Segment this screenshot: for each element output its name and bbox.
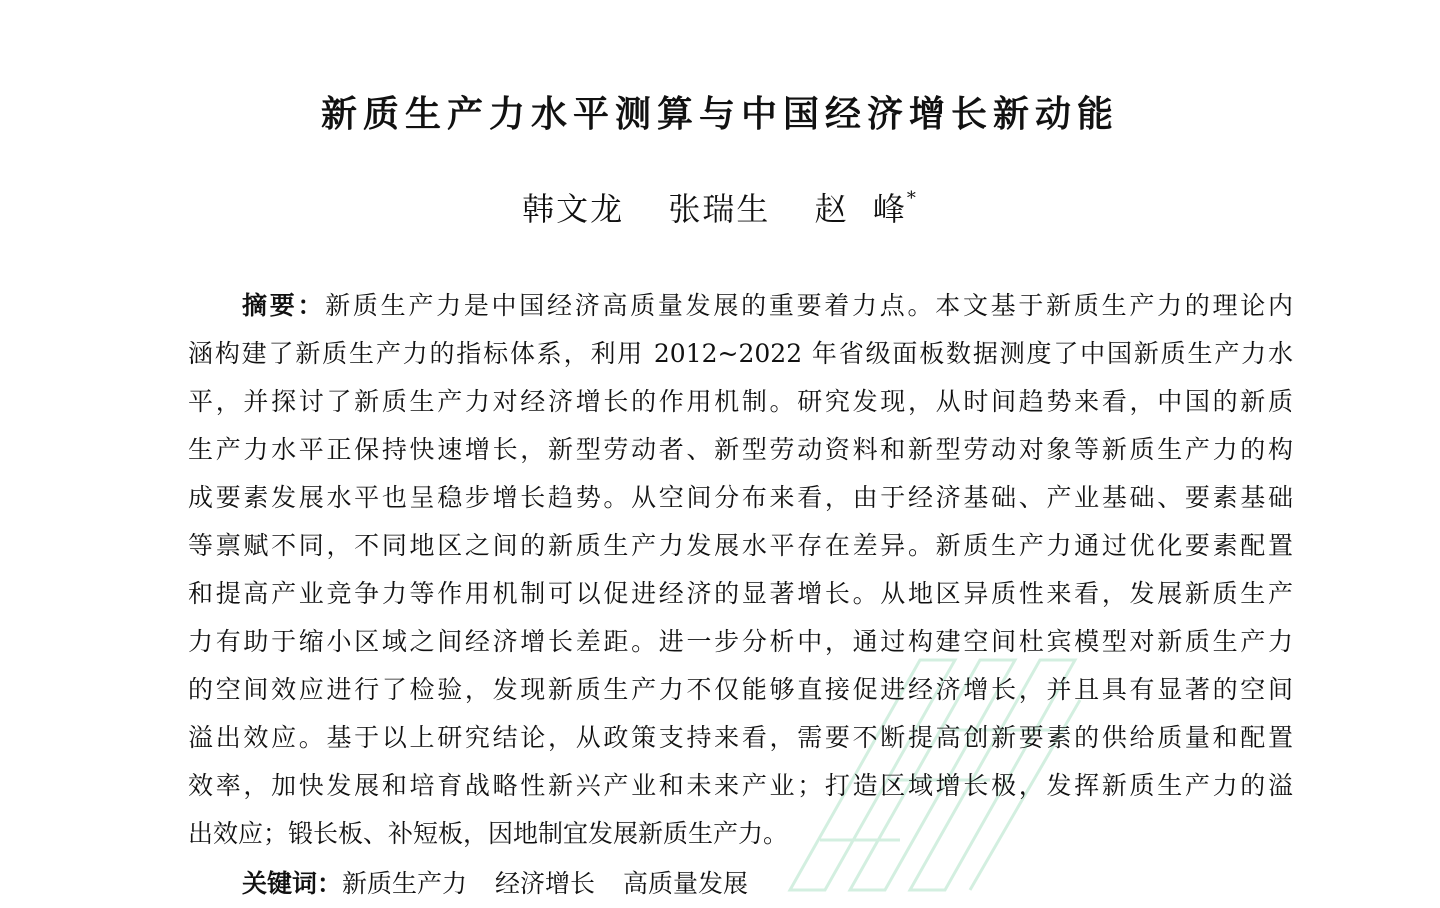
paper-title: 新质生产力水平测算与中国经济增长新动能 [320,93,1119,135]
keywords-label: 关键词： [242,869,343,898]
author-list [0,184,1440,230]
keyword: 高质量发展 [623,869,749,898]
abstract-line: 成要素发展水平也呈稳步增长趋势。从空间分布来看，由于经济基础、产业基础、要素基础 [188,483,1293,512]
corresponding-author-mark: * [906,188,918,210]
keyword: 经济增长 [495,869,596,898]
abstract-line: 等禀赋不同，不同地区之间的新质生产力发展水平存在差异。新质生产力通过优化要素配置 [188,531,1293,560]
abstract-line: 出效应；锻长板、补短板，因地制宜发展新质生产力。 [188,819,789,848]
author-name: 韩文龙 [522,190,625,228]
abstract-line: 生产力水平正保持快速增长，新型劳动者、新型劳动资料和新型劳动对象等新质生产力的构 [188,435,1293,464]
abstract-line: 和提高产业竞争力等作用机制可以促进经济的显著增长。从地区异质性来看，发展新质生产 [188,579,1293,608]
abstract-line: 摘要：新质生产力是中国经济高质量发展的重要着力点。本文基于新质生产力的理论内 [242,291,1293,320]
keywords [242,860,776,908]
abstract-line: 涵构建了新质生产力的指标体系，利用 2012~2022 年省级面板数据测度了中国新质生产力水 [188,339,1293,368]
keyword: 新质生产力 [342,869,468,898]
abstract-line: 平，并探讨了新质生产力对经济增长的作用机制。研究发现，从时间趋势来看，中国的新质 [188,387,1293,416]
abstract-line: 的空间效应进行了检验，发现新质生产力不仅能够直接促进经济增长，并且具有显著的空间 [188,675,1293,704]
abstract-line: 溢出效应。基于以上研究结论，从政策支持来看，需要不断提高创新要素的供给质量和配置 [188,723,1293,752]
abstract-line: 力有助于缩小区域之间经济增长差距。进一步分析中，通过构建空间杜宾模型对新质生产力 [188,627,1293,656]
author-name: 张瑞生 [668,190,771,228]
author-name: 赵 峰* [814,188,918,228]
abstract [188,282,1293,858]
abstract-line: 效率，加快发展和培育战略性新兴产业和未来产业；打造区域增长极，发挥新质生产力的溢 [188,771,1293,800]
abstract-label: 摘要： [242,291,326,320]
